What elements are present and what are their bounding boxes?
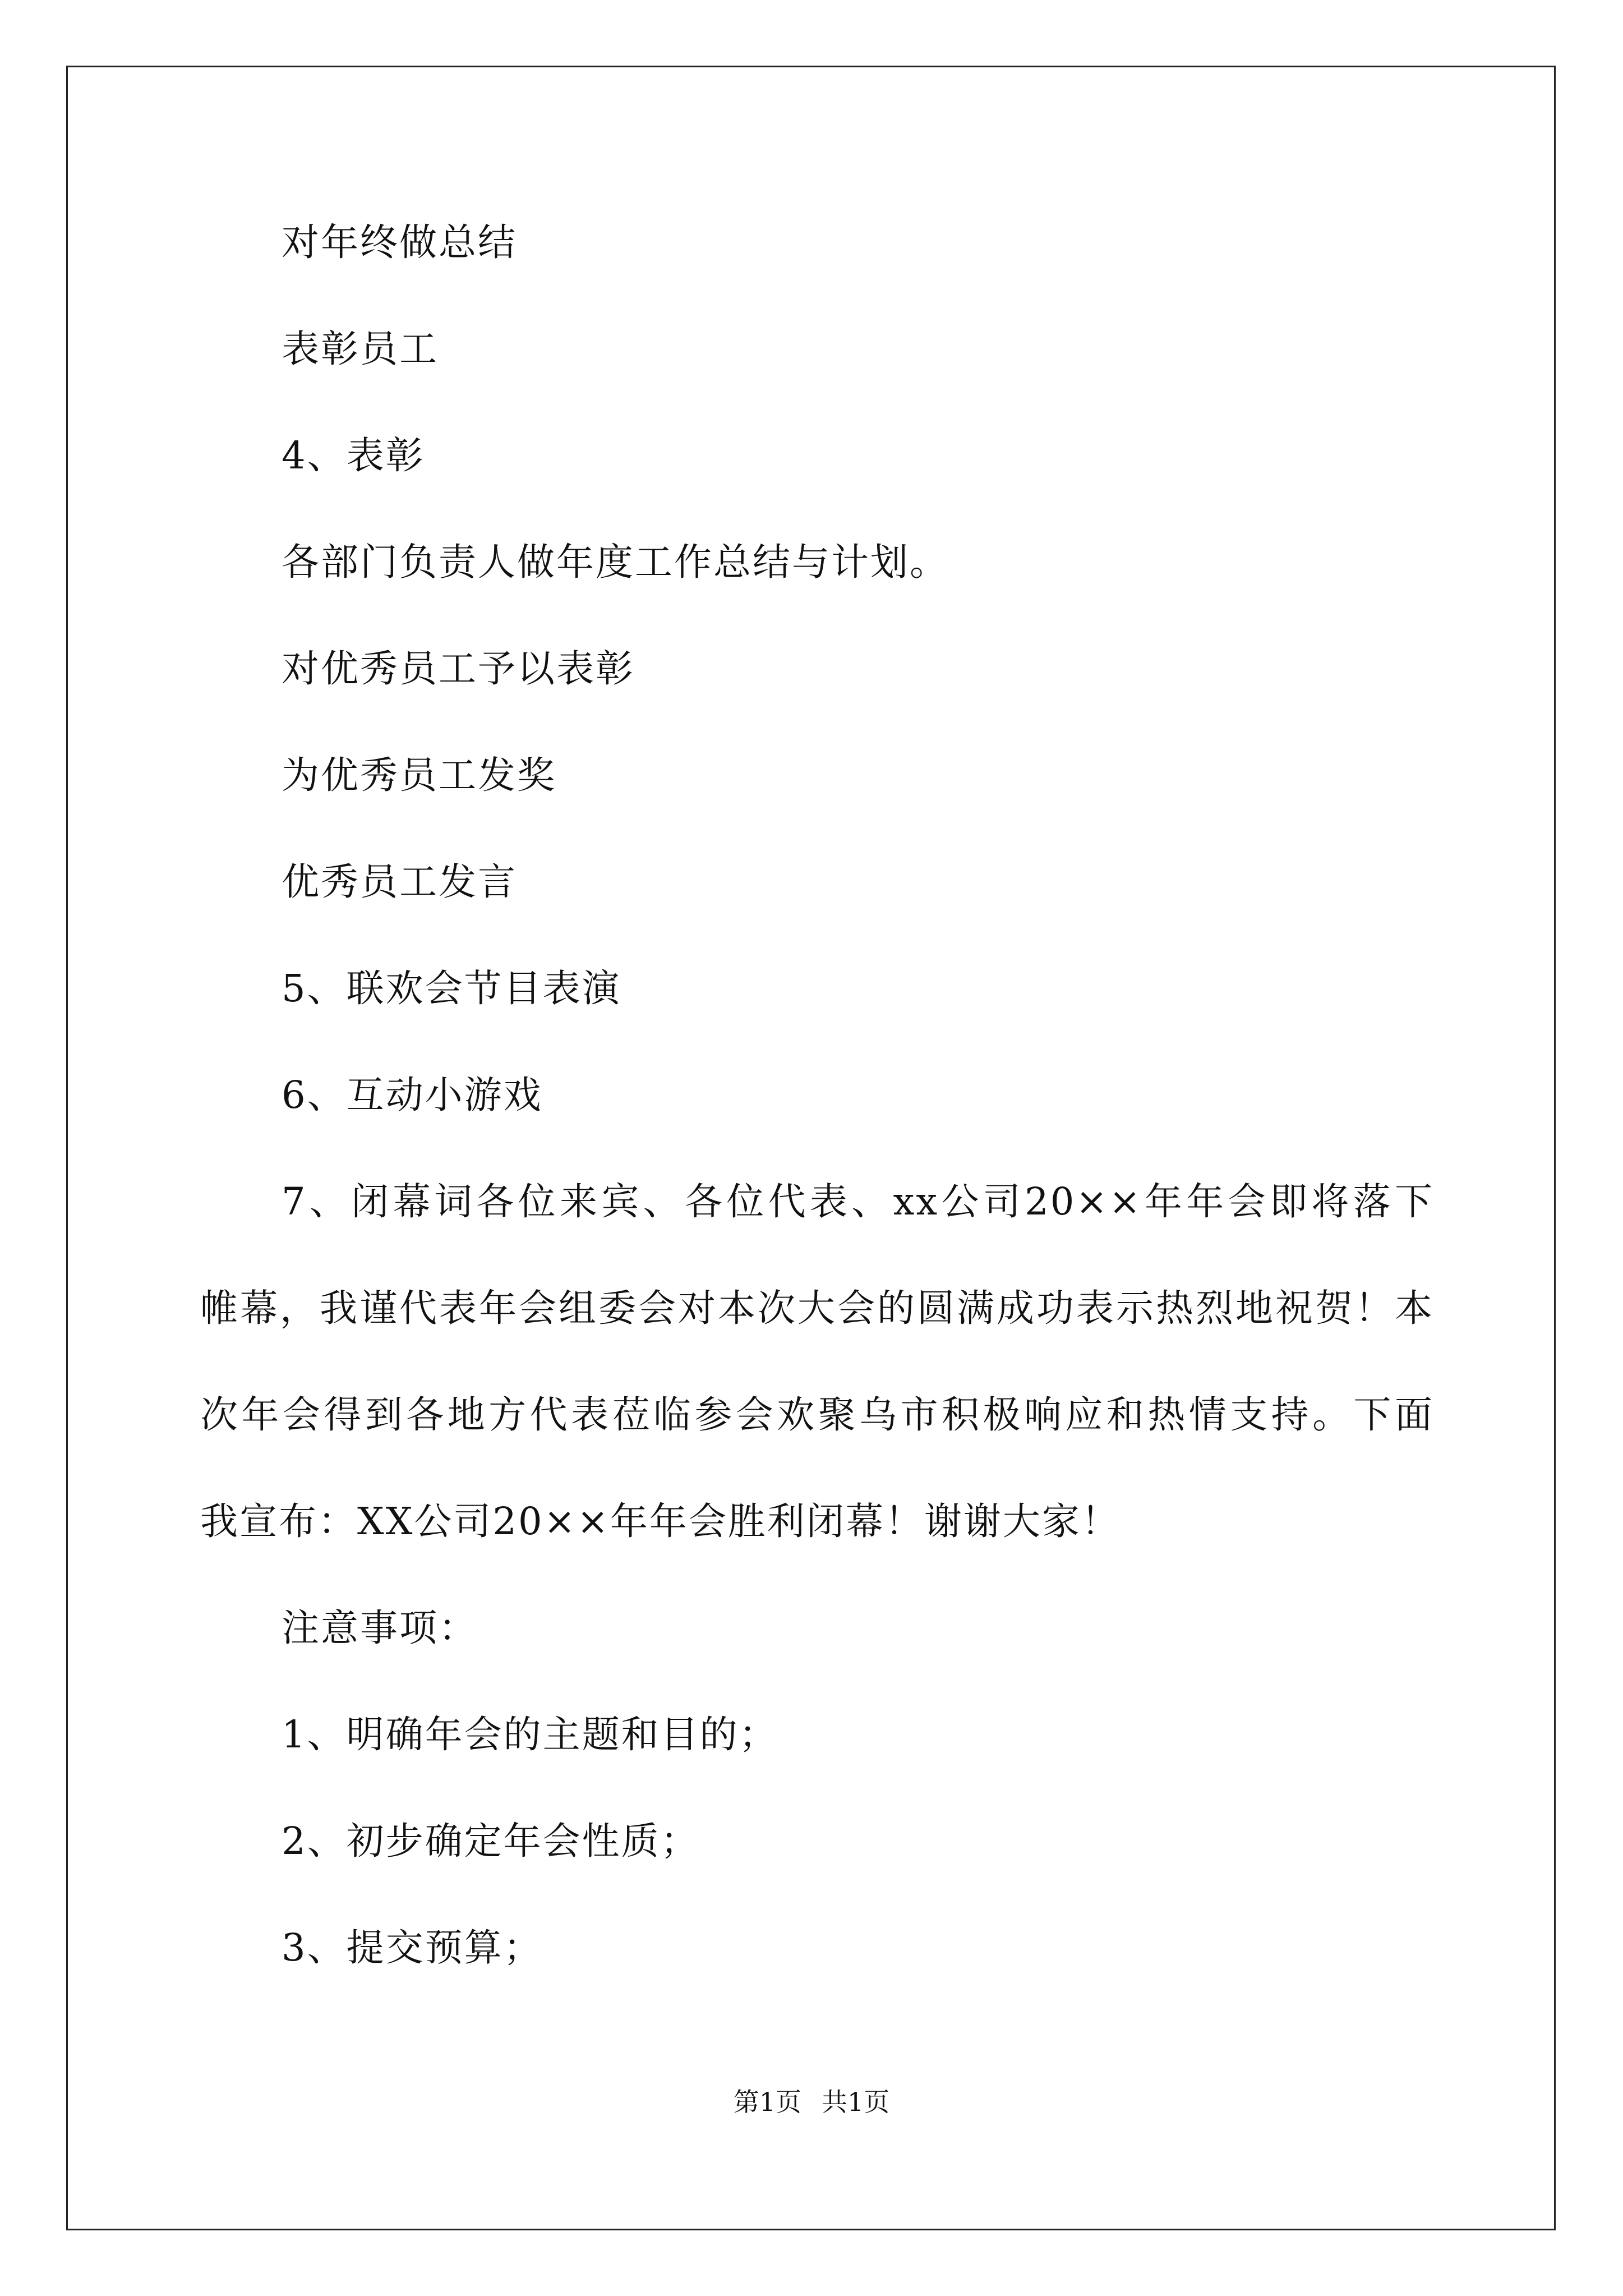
page-number: 第1页 xyxy=(733,2087,801,2117)
text-line: 4、表彰 xyxy=(282,434,425,477)
page-footer xyxy=(0,2085,1623,2119)
text-line: 6、互动小游戏 xyxy=(282,1073,543,1117)
notes-heading: 注意事项： xyxy=(282,1606,478,1650)
closing-paragraph-line: 次年会得到各地方代表莅临参会欢聚乌市积极响应和热情支持。下面 xyxy=(200,1393,1434,1437)
page-total: 共1页 xyxy=(822,2087,890,2117)
text-line: 对年终做总结 xyxy=(282,220,517,264)
text-line: 对优秀员工予以表彰 xyxy=(282,647,635,691)
closing-paragraph-line: 我宣布：XX公司20××年年会胜利闭幕！谢谢大家！ xyxy=(200,1499,1121,1543)
text-line: 5、联欢会节目表演 xyxy=(282,967,621,1010)
note-item: 3、提交预算； xyxy=(282,1926,543,1970)
closing-paragraph-line: 7、闭幕词各位来宾、各位代表、xx公司20××年年会即将落下 xyxy=(282,1180,1434,1223)
page-border xyxy=(66,66,1556,2230)
text-line: 各部门负责人做年度工作总结与计划。 xyxy=(282,540,949,584)
text-line: 为优秀员工发奖 xyxy=(282,753,556,797)
note-item: 1、明确年会的主题和目的； xyxy=(282,1713,778,1756)
note-item: 2、初步确定年会性质； xyxy=(282,1819,700,1863)
text-line: 优秀员工发言 xyxy=(282,860,517,904)
text-line: 表彰员工 xyxy=(282,327,439,371)
closing-paragraph-line: 帷幕，我谨代表年会组委会对本次大会的圆满成功表示热烈地祝贺！本 xyxy=(200,1286,1434,1330)
